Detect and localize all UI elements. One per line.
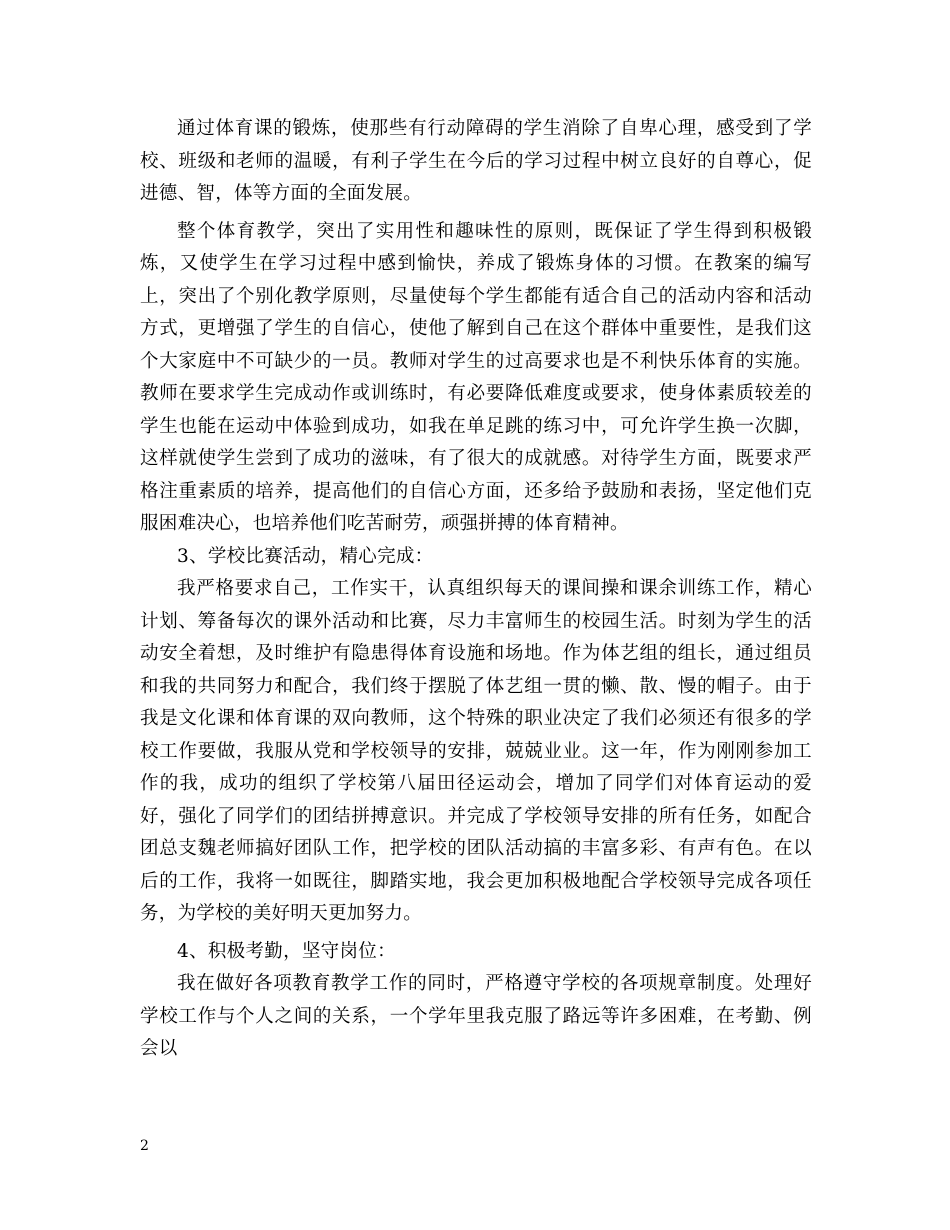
paragraph-1: 通过体育课的锻炼，使那些有行动障碍的学生消除了自卑心理，感受到了学校、班级和老师的温暖，有利子学生在今后的学习过程中树立良好的自尊心，促进德、智，体等方面的全面发展。: [140, 118, 812, 204]
paragraph-4: 我在做好各项教育教学工作的同时，严格遵守学校的各项规章制度。处理好学校工作与个人之间的关系，一个学年里我克服了路远等许多困难，在考勤、例会以: [140, 973, 812, 1059]
paragraph-2: 整个体育教学，突出了实用性和趣味性的原则，既保证了学生得到积极锻炼，又使学生在学习过程中感到愉快，养成了锻炼身体的习惯。在教案的编写上，突出了个别化教学原则，尽量使每个学生都能有适合自己的活动内容和活动方式，更增强了学生的自信心，使他了解到自己在这个群体中重要性，是我们这个大家庭中不可缺少的一员。教师对学生的过高要求也是不利快乐体育的实施。教师在要求学生完成动作或训练时，有必要降低难度或要求，使身体素质较差的学生也能在运动中体验到成功，如我在单足跳的练习中，可允许学生换一次脚，这样就使学生尝到了成功的滋味，有了很大的成就感。对待学生方面，既要求严格注重素质的培养，提高他们的自信心方面，还多给予鼓励和表扬，坚定他们克服困难决心，也培养他们吃苦耐劳，顽强拼搏的体育精神。: [140, 220, 812, 534]
section-heading-3: 3、学校比赛活动，精心完成：: [177, 545, 434, 567]
paragraph-3: 我严格要求自己，工作实干，认真组织每天的课间操和课余训练工作，精心计划、筹备每次的课外活动和比赛，尽力丰富师生的校园生活。时刻为学生的活动安全着想，及时维护有隐患得体育设施和场地。作为体艺组的组长，通过组员和我的共同努力和配合，我们终于摆脱了体艺组一贯的懒、散、慢的帽子。由于我是文化课和体育课的双向教师，这个特殊的职业决定了我们必须还有很多的学校工作要做，我服从党和学校领导的安排，兢兢业业。这一年，作为刚刚参加工作的我，成功的组织了学校第八届田径运动会，增加了同学们对体育运动的爱好，强化了同学们的团结拼搏意识。并完成了学校领导安排的所有任务，如配合团总支魏老师搞好团队工作，把学校的团队活动搞的丰富多彩、有声有色。在以后的工作，我将一如既往，脚踏实地，我会更加积极地配合学校领导完成各项任务，为学校的美好明天更加努力。: [140, 578, 812, 924]
page-number: 2: [140, 1138, 149, 1154]
section-heading-4: 4、积极考勤，坚守岗位：: [177, 940, 396, 962]
document-body: [140, 113, 812, 1066]
